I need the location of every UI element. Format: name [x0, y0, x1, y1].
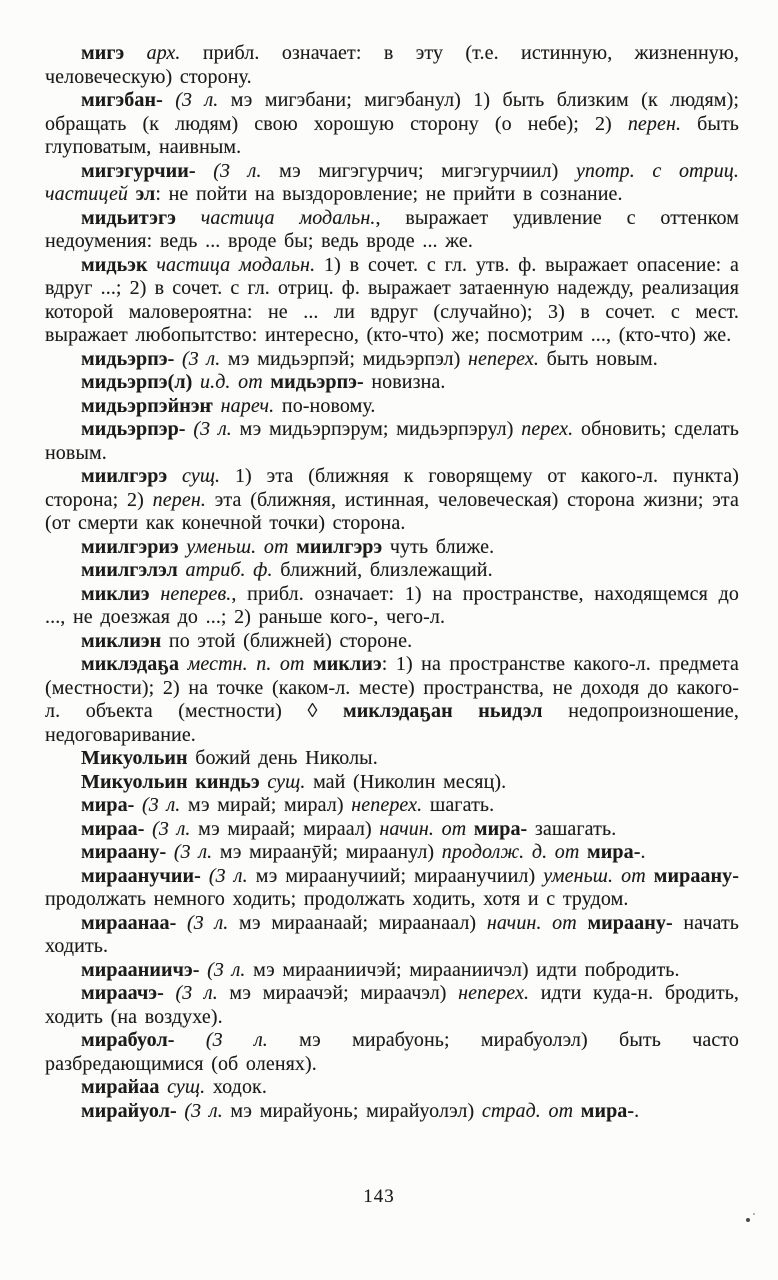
grammar-label: (3 л. — [184, 1099, 231, 1122]
dictionary-entry — [45, 982, 739, 1029]
entry-text: зашагать. — [534, 817, 617, 840]
grammar-label: и.д. от — [200, 371, 271, 393]
entry-text: . — [634, 1099, 640, 1122]
entry-text: эта (ближняя, истинная, человеческая) сторона жизни; эта (от смерти как конечной точки) сторона. — [45, 488, 739, 534]
dictionary-entry — [45, 89, 739, 160]
grammar-label: неперех. — [458, 982, 541, 1004]
entry-headword: мидьэрпэр- — [81, 418, 194, 440]
entry-headword: Микуольин киндьэ — [81, 770, 268, 793]
entry-text: прибл. означает: в эту (т.е. истинную, жизненную, человеческую) сторону. — [45, 42, 739, 88]
grammar-label: сущ. — [267, 770, 314, 793]
entry-text: по этой (ближней) стороне. — [168, 629, 413, 652]
entry-text: мэ мирай; мирал) — [188, 794, 352, 816]
entry-text: 1) в сочет. с гл. утв. ф. выражает опасение: а вдруг ...; 2) в сочет. с гл. отриц. ф. выражает затаенную надежду, реализация которой маловероятна: не ... ли вдруг (случайно); 3) в сочет. с мест. выражает любопытство: интересно, (кто-что) же; посмотрим ..., (кто-что) же. — [45, 253, 739, 346]
entry-text: по-новому. — [281, 394, 376, 417]
dictionary-entry — [45, 395, 739, 419]
grammar-label: уменьш. от — [186, 535, 297, 558]
entry-text: быть глуповатым, наивным. — [45, 112, 739, 158]
grammar-label: (3 л. — [208, 864, 256, 887]
bold-crossref: миклиэ — [313, 653, 382, 675]
bold-crossref: мира- — [587, 841, 641, 863]
bold-crossref: мира- — [473, 817, 535, 840]
entry-headword: мираанучии- — [81, 864, 209, 887]
dictionary-entry — [45, 348, 739, 372]
entry-text: , прибл. означает: 1) на пространстве, находящемся до ..., не доезжая до ...; 2) раньше кого-, чего-л. — [45, 582, 739, 628]
grammar-label: неперев. — [160, 582, 232, 605]
bold-crossref: миклэдаҕан ньидэл — [343, 700, 569, 722]
entry-text: идти куда-н. бродить, ходить (на воздухе). — [45, 982, 740, 1028]
dictionary-entry — [45, 42, 739, 89]
entry-headword: мираанаа- — [81, 911, 187, 934]
dictionary-entry — [45, 465, 739, 536]
grammar-label: местн. п. от — [187, 653, 314, 675]
entry-headword: миклиэ — [81, 582, 161, 605]
dictionary-entry — [45, 912, 739, 959]
grammar-label: нареч. — [220, 394, 282, 417]
scan-speck — [753, 1213, 755, 1215]
dictionary-entry — [45, 630, 739, 654]
entry-headword: мираану- — [81, 841, 174, 863]
grammar-label: частица модальн. — [156, 253, 324, 276]
entry-headword: мидьэк — [81, 253, 157, 276]
grammar-label: перен. — [152, 488, 215, 511]
dictionary-entry — [45, 371, 739, 395]
bold-crossref: миилгэрэ — [296, 535, 390, 558]
entry-headword: мирабуол- — [81, 1029, 206, 1051]
dictionary-entry — [45, 536, 739, 560]
entry-text: быть новым. — [546, 347, 658, 370]
entry-headword: мидьитэгэ — [81, 206, 201, 229]
entry-text: : 1) на пространстве какого-л. предмета (местности); 2) на точке (каком-л. месте) пространства, не доходя до какого-л. объекта (местности) ◊ — [45, 653, 739, 722]
grammar-label: употр. с отриц. частицей — [45, 159, 739, 205]
entry-text: божий день Николы. — [195, 747, 378, 769]
entry-text: мэ мигэбани; мигэбанул) 1) быть близким (к людям); обращать (к людям) свою хорошую сторону (о небе); 2) — [45, 89, 739, 135]
grammar-label: (3 л. — [175, 89, 231, 111]
entry-headword: мидьэрпэйнэҥ — [81, 394, 221, 417]
bold-crossref: мираану- — [653, 864, 740, 887]
scan-speck — [746, 1218, 750, 1222]
dictionary-entry — [45, 841, 739, 865]
grammar-label: (3 л. — [205, 1029, 300, 1051]
grammar-label: (3 л. — [181, 347, 228, 370]
entry-text: 1) эта (ближняя к говорящему от какого-л. пункта) сторона; 2) — [45, 465, 739, 511]
entry-text: чуть ближе. — [389, 535, 495, 558]
grammar-label: продолж. д. от — [441, 841, 588, 863]
dictionary-entry — [45, 865, 739, 912]
entry-text: начать ходить. — [45, 911, 740, 957]
grammar-label: начин. от — [486, 911, 588, 934]
grammar-label: уменьш. от — [543, 864, 654, 887]
dictionary-entry — [45, 1076, 739, 1100]
entry-text: май (Николин месяц). — [313, 770, 507, 793]
page-number: 143 — [363, 1186, 395, 1207]
dictionary-entry — [45, 583, 739, 630]
entry-text: мэ мираанаай; мираанаал) — [239, 911, 487, 934]
grammar-label: неперех. — [468, 347, 547, 370]
entry-text: мэ мирайуонь; мирайуолэл) — [230, 1099, 482, 1122]
bold-crossref: мираану- — [587, 911, 684, 934]
entry-headword: мидьэрпэ(л) — [81, 371, 201, 393]
grammar-label: (3 л. — [207, 958, 254, 981]
grammar-label: (3 л. — [186, 911, 240, 934]
dictionary-entry — [45, 160, 739, 207]
entry-text: ближний, близлежащий. — [280, 559, 493, 581]
grammar-label: (3 л. — [193, 418, 240, 440]
entry-headword: миилгэрэ — [81, 465, 183, 487]
dictionary-entry — [45, 1029, 739, 1076]
entry-text: мэ мидьэрпэрум; мидьэрпэрул) — [239, 418, 522, 440]
entry-text: мэ мираачэй; мираачэл) — [229, 982, 459, 1004]
grammar-label: (3 л. — [173, 841, 220, 863]
entry-headword: мирайаа — [81, 1076, 168, 1098]
dictionary-entry — [45, 559, 739, 583]
entry-text: новизна. — [371, 371, 446, 393]
grammar-label: частица модальн. — [200, 206, 376, 229]
entry-headword: мирааниичэ- — [81, 958, 208, 981]
dictionary-entry — [45, 254, 739, 348]
entries-column — [45, 42, 739, 1123]
entry-text: недопроизношение, недоговаривание. — [45, 700, 739, 746]
grammar-label: неперех. — [351, 794, 430, 816]
dictionary-entry — [45, 207, 739, 254]
dictionary-entry — [45, 653, 739, 747]
entry-text: мэ мираай; мираал) — [198, 817, 380, 840]
entry-headword: мираачэ- — [81, 982, 176, 1004]
dictionary-entry — [45, 418, 739, 465]
grammar-label: начин. от — [379, 817, 474, 840]
entry-headword: мигэбан- — [81, 89, 176, 111]
grammar-label: сущ. — [167, 1076, 213, 1098]
entry-headword: мигэгурчии- — [81, 159, 214, 182]
grammar-label: перех. — [521, 418, 582, 440]
entry-headword: миилгэлэл — [81, 559, 186, 581]
grammar-label: (3 л. — [142, 794, 189, 816]
entry-text: мэ мирабуонь; мирабуолэл) быть часто разбредающимися (об оленях). — [45, 1029, 739, 1075]
dictionary-entry — [45, 959, 739, 983]
entry-text: мэ мидьэрпэй; мидьэрпэл) — [227, 347, 468, 370]
entry-text: обновить; сделать новым. — [45, 418, 739, 464]
entry-text: ходок. — [212, 1076, 267, 1098]
grammar-label: (3 л. — [175, 982, 230, 1004]
grammar-label: (3 л. — [213, 159, 280, 182]
entry-headword: Микуольин — [81, 747, 196, 769]
bold-crossref: мира- — [580, 1099, 635, 1122]
grammar-label: страд. от — [481, 1099, 581, 1122]
entry-text: . — [640, 841, 646, 863]
entry-headword: мира- — [81, 794, 143, 816]
entry-text: , выражает удивление с оттенком недоумения: ведь ... вроде бы; ведь вроде ... же. — [45, 206, 739, 252]
entry-text: продолжать немного ходить; продолжать ходить, хотя и с трудом. — [45, 888, 629, 910]
dictionary-entry — [45, 794, 739, 818]
grammar-label: (3 л. — [152, 817, 199, 840]
bold-crossref: эл — [135, 183, 156, 205]
entry-headword: миклэдаҕа — [81, 653, 188, 675]
dictionary-entry — [45, 1100, 739, 1124]
entry-headword: мидьэрпэ- — [81, 347, 182, 370]
grammar-label: сущ. — [182, 465, 235, 487]
entry-headword: мирайуол- — [81, 1099, 185, 1122]
entry-headword: миклиэн — [81, 629, 169, 652]
entry-text: мэ мигэгурчич; мигэгурчиил) — [279, 159, 576, 182]
entry-text: мэ мираанӯй; мираанул) — [219, 841, 442, 863]
grammar-label: перен. — [627, 112, 698, 135]
grammar-label: арх. — [146, 42, 203, 64]
dictionary-entry — [45, 747, 739, 771]
entry-text: : не пойти на выздоровление; не прийти в сознание. — [155, 183, 623, 205]
dictionary-entry — [45, 818, 739, 842]
entry-headword: мигэ — [81, 42, 147, 64]
entry-headword: миилгэриэ — [81, 535, 187, 558]
entry-text: мэ мираанучиий; мираанучиил) — [255, 864, 544, 887]
entry-headword: мираа- — [81, 817, 153, 840]
entry-text: мэ мирааниичэй; мирааниичэл) идти побродить. — [253, 958, 680, 981]
entry-text: шагать. — [429, 794, 495, 816]
bold-crossref: мидьэрпэ- — [270, 371, 372, 393]
grammar-label: атриб. ф. — [185, 559, 281, 581]
dictionary-entry — [45, 771, 739, 795]
